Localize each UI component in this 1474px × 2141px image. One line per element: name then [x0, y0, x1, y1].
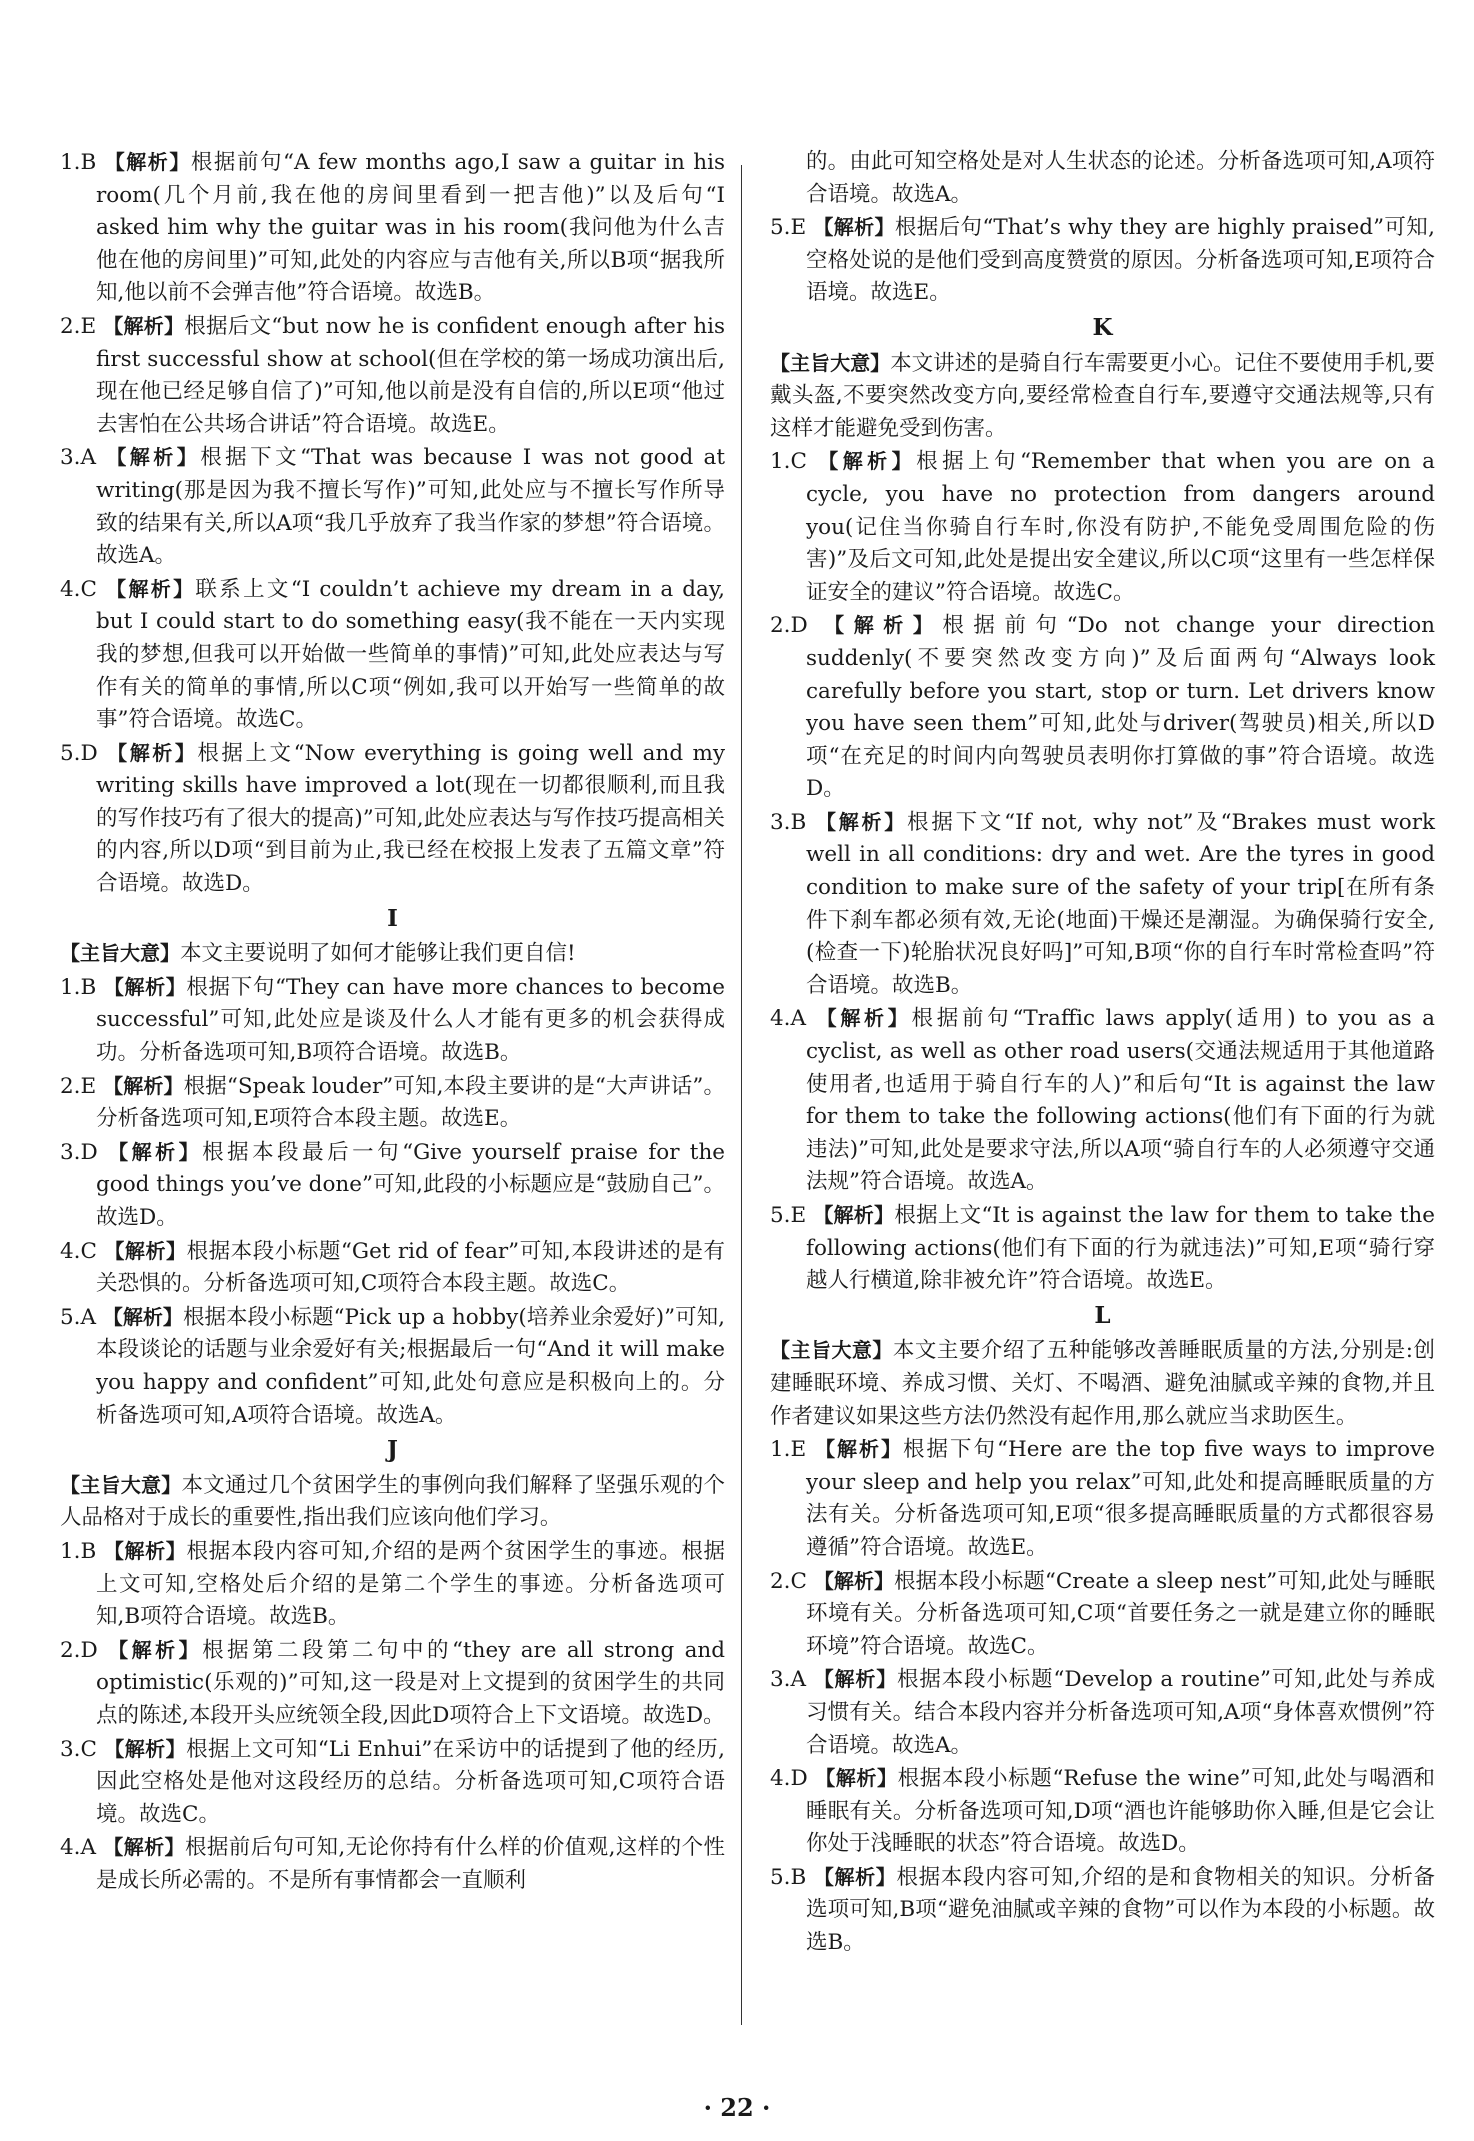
analysis-tag: 【解析】 — [813, 215, 895, 240]
summary-paragraph — [60, 1469, 725, 1535]
answer-item — [60, 1535, 725, 1634]
answer-item — [770, 1663, 1435, 1762]
summary-paragraph — [770, 347, 1435, 446]
answer-item — [60, 1301, 725, 1432]
section-letter: K — [1092, 313, 1113, 341]
answer-number: 2.E — [60, 1073, 97, 1099]
answer-item — [60, 573, 725, 737]
answer-number: 1.B — [60, 150, 97, 175]
answer-item — [60, 146, 725, 310]
answer-number: 3.B — [770, 809, 807, 835]
analysis-tag: 【解析】 — [815, 1766, 898, 1791]
left-column — [60, 146, 725, 1897]
analysis-text: 根据本段内容可知,介绍的是和食物相关的知识。分析备选项可知,B项“避免油腻或辛辣的食物”可以作为本段的小标题。故选B。 — [806, 1864, 1436, 1956]
answer-number: 1.B — [60, 1538, 97, 1564]
answer-number: 4.D — [770, 1766, 808, 1792]
answer-item — [770, 1433, 1435, 1564]
analysis-tag: 【解析】 — [103, 1073, 184, 1098]
analysis-text: 联系上文“I couldn’t achieve my dream in a day, but I could start to do something easy(我不能在一天内实现我的梦想,但我可以开始做一些简单的事情)”可知,此处应表达与写作有关的简单的事情,所以C项“例如,我可以开始写一些简单的故事”符合语境。故选C。 — [96, 576, 725, 733]
answer-item — [770, 806, 1435, 1003]
answer-continuation: 的。由此可知空格处是对人生状态的论述。分析备选项可知,A项符合语境。故选A。 — [806, 149, 1435, 207]
answer-item — [60, 441, 725, 572]
answer-item — [770, 1002, 1435, 1199]
answer-number: 5.D — [60, 740, 98, 766]
analysis-tag: 【解析】 — [103, 1835, 185, 1860]
section-letter: L — [1094, 1301, 1111, 1329]
analysis-text: 根据本段小标题“Develop a routine”可知,此处与养成习惯有关。结合本段内容并分析备选项可知,A项“身体喜欢惯例”符合语境。故选A。 — [806, 1667, 1436, 1758]
analysis-text: 根据上文可知“Li Enhui”在采访中的话提到了他的经历,因此空格处是他对这段经历的总结。分析备选项可知,C项符合语境。故选C。 — [96, 1736, 725, 1827]
analysis-text: 根据下句“They can have more chances to become successful”可知,此处应是谈及什么人才能有更多的机会获得成功。分析备选项可知,B项符合语境。故选B。 — [96, 974, 726, 1066]
analysis-tag: 【解析】 — [106, 576, 196, 601]
answer-item — [60, 971, 725, 1070]
answer-number: 3.D — [60, 1139, 98, 1165]
answer-item — [770, 609, 1435, 806]
analysis-text: 根据后文“but now he is confident enough after his first successful show at school(但在学校的第一场成功演出后,现在他已经足够自信了)”可知,他以前是没有自信的,所以E项“他过去害怕在公共场合讲话”符合语境。故选E。 — [96, 313, 726, 437]
analysis-tag: 【解析】 — [107, 740, 198, 765]
column-divider — [741, 165, 742, 2025]
answer-number: 2.D — [60, 1637, 98, 1663]
answer-item — [770, 445, 1435, 609]
answer-number: 5.B — [770, 1864, 807, 1890]
analysis-tag: 【解析】 — [813, 1568, 895, 1593]
analysis-text: 根据本段小标题“Create a sleep nest”可知,此处与睡眠环境有关。分析备选项可知,C项“首要任务之一就是建立你的睡眠环境”符合语境。故选C。 — [806, 1568, 1436, 1659]
answer-number: 4.C — [60, 576, 97, 602]
answer-number: 2.E — [60, 313, 97, 339]
analysis-text: 根据后句“That’s why they are highly praised”可知,空格处说的是他们受到高度赞赏的原因。分析备选项可知,E项符合语境。故选E。 — [806, 215, 1436, 306]
analysis-tag: 【解析】 — [108, 1637, 203, 1662]
answer-item — [60, 310, 725, 441]
analysis-tag: 【解析】 — [815, 809, 908, 834]
analysis-text: 根据本段小标题“Pick up a hobby(培养业余爱好)”可知,本段谈论的话题与业余爱好有关;根据最后一句“And it will make you happy and confident”可知,此处句意应是积极向上的。分析备选项可知,A项符合语境。故选A。 — [96, 1304, 726, 1428]
answer-number: 1.B — [60, 974, 97, 1000]
analysis-tag: 【解析】 — [815, 1437, 904, 1462]
analysis-text: 根据上句“Remember that when you are on a cycle, you have no protection from dangers around you(记住当你骑自行车时,你没有防护,不能免受周围危险的伤害)”及后文可知,此处是提出安全建议,所以C项“这里有一些怎样保证安全的建议”符合语境。故选C。 — [806, 449, 1435, 605]
analysis-tag: 【解析】 — [104, 150, 191, 174]
analysis-text: 根据上文“Now everything is going well and my writing skills have improved a lot(现在一切都很顺利,而且我的写作技巧有了很大的提高)”可知,此处应表达与写作技巧提高相关的内容,所以D项“到目前为止,我已经在校报上发表了五篇文章”符合语境。故选D。 — [96, 740, 725, 897]
answer-item — [60, 1634, 725, 1733]
analysis-text: 根据“Speak louder”可知,本段主要讲的是“大声讲话”。分析备选项可知,E项符合本段主题。故选E。 — [96, 1073, 725, 1132]
analysis-text: 根据下文“If not, why not”及“Brakes must work well in all conditions: dry and wet. Are the tyres in good condition to make sure of the safety of your trip[在所有条件下刹车都必须有效,无论(地面)干燥还是潮湿。为确保骑行安全,(检查一下)轮胎状况良好吗]”可知,B项“你的自行车时常检查吗”符合语境。故选B。 — [806, 809, 1435, 998]
summary-text: 本文主要介绍了五种能够改善睡眠质量的方法,分别是:创建睡眠环境、养成习惯、关灯、不喝酒、避免油腻或辛辣的食物,并且作者建议如果这些方法仍然没有起作用,那么就应当求助医生。 — [770, 1338, 1435, 1429]
analysis-tag: 【解析】 — [103, 313, 185, 338]
answer-number: 5.E — [770, 1203, 807, 1228]
answer-item — [770, 1199, 1435, 1298]
section-letter: I — [387, 904, 398, 932]
analysis-tag: 【解析】 — [106, 445, 201, 470]
summary-label: 【主旨大意】 — [60, 1472, 182, 1497]
analysis-text: 根据下句“Here are the top five ways to improve your sleep and help you relax”可知,此处和提高睡眠质量的方法有关。分析备选项可知,E项“很多提高睡眠质量的方式都很容易遵循”符合语境。故选E。 — [806, 1437, 1435, 1560]
analysis-text: 根据上文“It is against the law for them to take the following actions(他们有下面的行为就违法)”可知,E项“骑行穿越人行横道,除非被允许”符合语境。故选E。 — [806, 1203, 1435, 1294]
answer-item — [770, 211, 1435, 310]
analysis-text: 根据前后句可知,无论你持有什么样的价值观,这样的个性是成长所必需的。不是所有事情都会一直顺利 — [96, 1835, 726, 1893]
summary-text: 本文讲述的是骑自行车需要更小心。记住不要使用手机,要戴头盔,不要突然改变方向,要经常检查自行车,要遵守交通法规等,只有这样才能避免受到伤害。 — [770, 350, 1436, 441]
answer-item — [60, 1136, 725, 1235]
analysis-tag: 【解析】 — [813, 1667, 898, 1692]
page-number: · 22 · — [703, 2093, 771, 2122]
summary-text: 本文主要说明了如何才能够让我们更自信! — [180, 941, 576, 967]
summary-paragraph — [770, 1334, 1435, 1433]
summary-label: 【主旨大意】 — [60, 941, 180, 966]
right-column — [770, 146, 1435, 1960]
summary-label: 【主旨大意】 — [770, 1338, 893, 1363]
summary-label: 【主旨大意】 — [770, 350, 891, 375]
analysis-text: 根据下文“That was because I was not good at writing(那是因为我不擅长写作)”可知,此处应与不擅长写作所导致的结果有关,所以A项“我几乎放弃了我当作家的梦想”符合语境。故选A。 — [96, 445, 725, 569]
answer-number: 4.C — [60, 1238, 97, 1264]
analysis-text: 根据本段小标题“Get rid of fear”可知,本段讲述的是有关恐惧的。分析备选项可知,C项符合本段主题。故选C。 — [96, 1238, 725, 1297]
answer-item — [60, 1733, 725, 1832]
analysis-tag: 【解析】 — [813, 1203, 895, 1227]
answer-number: 2.D — [770, 613, 808, 639]
analysis-text: 根据本段最后一句“Give yourself praise for the good things you’ve done”可知,此段的小标题应是“鼓励自己”。故选D。 — [96, 1139, 726, 1230]
answer-item — [60, 1831, 725, 1897]
analysis-text: 根据本段内容可知,介绍的是两个贫困学生的事迹。根据上文可知,空格处后介绍的是第二个学生的事迹。分析备选项可知,B项符合语境。故选B。 — [96, 1538, 726, 1630]
answer-number: 3.A — [770, 1667, 807, 1693]
answer-number: 3.C — [60, 1736, 97, 1762]
answer-item — [60, 1070, 725, 1136]
section-letter: J — [387, 1436, 398, 1464]
answer-number: 1.C — [770, 449, 807, 475]
analysis-tag: 【解析】 — [102, 1304, 183, 1329]
answer-number: 4.A — [770, 1006, 807, 1032]
answer-number: 5.E — [770, 215, 807, 241]
summary-paragraph — [60, 937, 725, 971]
analysis-tag: 【解析】 — [103, 1538, 187, 1563]
analysis-text: 根据前句“Do not change your direction suddenly(不要突然改变方向)”及后面两句“Always look carefully before you start, stop or turn. Let drivers know you have seen them”可知,此处与driver(驾驶员)相关,所以D项“在充足的时间内向驾驶员表明你打算做的事”符合语境。故选D。 — [806, 613, 1435, 802]
analysis-tag: 【解析】 — [813, 1864, 897, 1889]
analysis-tag: 【解析】 — [818, 449, 917, 474]
analysis-tag: 【解析】 — [104, 1238, 187, 1263]
analysis-tag: 【解析】 — [816, 1006, 912, 1031]
answer-item — [60, 737, 725, 901]
analysis-tag: 【解析】 — [108, 1139, 203, 1164]
analysis-text: 根据前句“Traffic laws apply(适用) to you as a cyclist, as well as other road users(交通法规适用于其他道路使用者,也适用于骑自行车的人)”和后句“It is against the law for them to take the following actions(他们有下面的行为就违法)”可知,此处是要求守法,所以A项“骑自行车的人必须遵守交通法规”符合语境。故选A。 — [806, 1006, 1436, 1195]
answer-number: 1.E — [770, 1437, 807, 1463]
answer-item — [770, 1861, 1435, 1960]
answer-item — [60, 1235, 725, 1301]
answer-number: 3.A — [60, 445, 97, 471]
answer-item — [770, 1565, 1435, 1664]
analysis-text: 根据第二段第二句中的“they are all strong and optimistic(乐观的)”可知,这一段是对上文提到的贫困学生的共同点的陈述,本段开头应统领全段,因此D项符合上下文语境。故选D。 — [96, 1637, 725, 1728]
analysis-tag: 【解析】 — [104, 1736, 187, 1761]
answer-number: 5.A — [60, 1304, 97, 1330]
analysis-tag: 【解析】 — [103, 974, 187, 999]
answer-number: 2.C — [770, 1568, 807, 1594]
answer-number: 4.A — [60, 1835, 97, 1861]
summary-text: 本文通过几个贫困学生的事例向我们解释了坚强乐观的个人品格对于成长的重要性,指出我们应该向他们学习。 — [60, 1472, 725, 1531]
analysis-tag: 【解析】 — [824, 613, 943, 638]
analysis-text: 根据前句“A few months ago,I saw a guitar in his room(几个月前,我在他的房间里看到一把吉他)”以及后句“I asked him why the guitar was in his room(我问他为什么吉他在他的房间里)”可知,此处的内容应与吉他有关,所以B项“据我所知,他以前不会弹吉他”符合语境。故选B。 — [96, 150, 725, 306]
answer-item — [770, 1762, 1435, 1861]
analysis-text: 根据本段小标题“Refuse the wine”可知,此处与喝酒和睡眠有关。分析备选项可知,D项“酒也许能够助你入睡,但是它会让你处于浅睡眠的状态”符合语境。故选D。 — [806, 1766, 1435, 1857]
